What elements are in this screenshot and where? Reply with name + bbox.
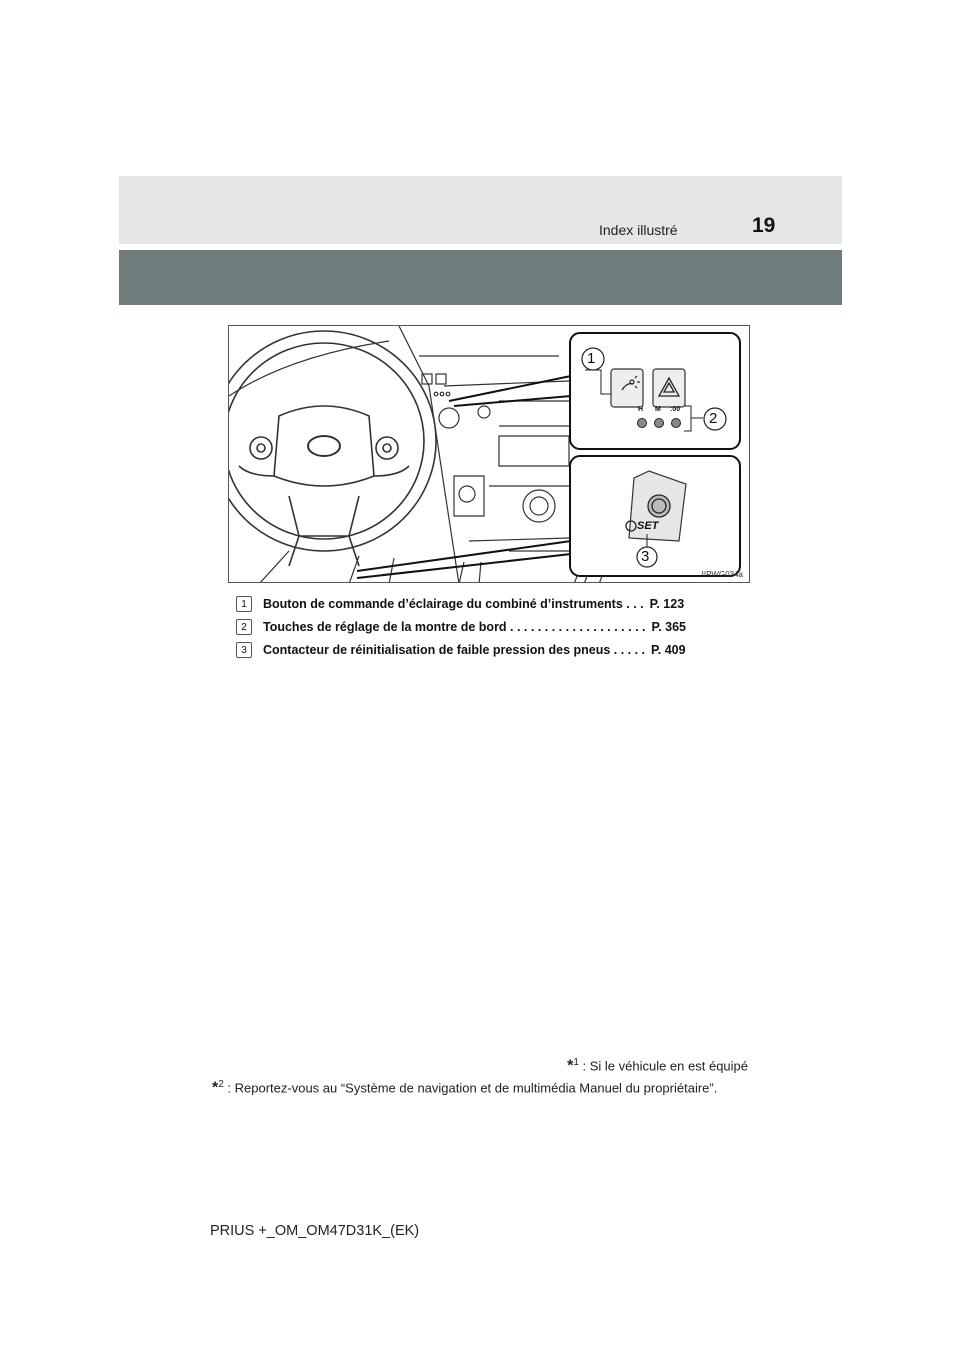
item-text: Contacteur de réinitialisation de faible pression des pneus . . . . . (263, 643, 646, 657)
section-title: Index illustré (599, 222, 678, 238)
callout-panel-bottom (570, 456, 740, 576)
document-code: PRIUS +_OM_OM47D31K_(EK) (210, 1223, 420, 1239)
item-number: 3 (236, 642, 252, 658)
item-text: Bouton de commande d’éclairage du combiné d’instruments . . . (263, 597, 644, 611)
clock-label-m: M (655, 406, 661, 413)
steering-wheel-icon (229, 331, 436, 566)
item-number: 2 (236, 619, 252, 635)
section-band (119, 250, 842, 305)
dashboard-illustration (228, 325, 750, 583)
callout-panel-top (570, 333, 740, 449)
callout-number: 1 (587, 350, 596, 367)
callout-number: 3 (641, 548, 650, 565)
item-page-link[interactable]: P. 409 (651, 643, 686, 657)
dashboard-drawing (229, 326, 750, 583)
index-item (236, 595, 756, 613)
footnote-2: *$^2$ : Reportez-vous au “Système de navigation et de multimédia Manuel du propriétaire”. (212, 1079, 718, 1097)
item-page-link[interactable]: P. 365 (651, 620, 687, 634)
dash-line (229, 341, 389, 396)
index-item (236, 641, 756, 659)
index-item (236, 618, 756, 636)
header-band (119, 176, 842, 244)
clock-label-00: :00 (670, 406, 681, 413)
footnote-1: *$^1$ : Si le véhicule en est équipé (567, 1057, 748, 1075)
item-text: Touches de réglage de la montre de bord . . . . . . . . . . . . . . . . . . . . (263, 620, 646, 634)
page-number: 19 (752, 214, 776, 237)
clock-label-h: H (638, 406, 644, 413)
callout-number: 2 (709, 410, 718, 427)
dash-line (399, 326, 459, 583)
reset-label: SET (637, 520, 659, 532)
figure-code: IIPWG034a (701, 570, 743, 579)
item-page-link[interactable]: P. 123 (649, 597, 685, 611)
item-number: 1 (236, 596, 252, 612)
